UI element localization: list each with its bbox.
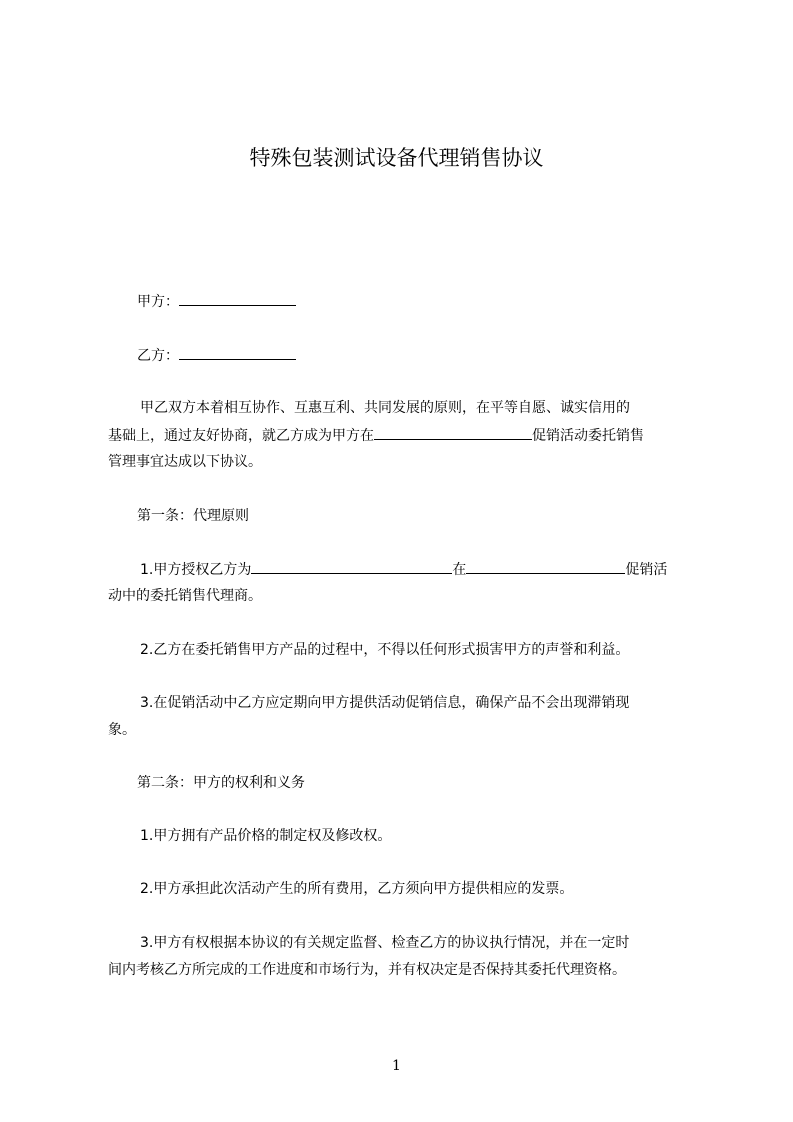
article1-item1-text-c: 促销活 bbox=[625, 562, 668, 578]
party-a-blank bbox=[179, 291, 296, 306]
intro-line-1: 甲乙双方本着相互协作、互惠互利、共同发展的原则，在平等自愿、诚实信用的 bbox=[140, 400, 630, 416]
article1-item2: 2.乙方在委托销售甲方产品的过程中，不得以任何形式损害甲方的声誉和利益。 bbox=[140, 642, 630, 658]
agent-blank bbox=[251, 559, 452, 574]
document-title: 特殊包装测试设备代理销售协议 bbox=[249, 146, 544, 170]
article2-item3-line2: 间内考核乙方所完成的工作进度和市场行为，并有权决定是否保持其委托代理资格。 bbox=[108, 962, 626, 978]
article1-item1-line2: 动中的委托销售代理商。 bbox=[108, 588, 262, 604]
article1-item1-text-b: 在 bbox=[452, 562, 467, 578]
party-b-line bbox=[137, 345, 296, 366]
article2-heading: 第二条：甲方的权利和义务 bbox=[137, 775, 305, 791]
article2-item1: 1.甲方拥有产品价格的制定权及修改权。 bbox=[140, 828, 392, 844]
article1-item1-text-a: 1.甲方授权乙方为 bbox=[140, 562, 252, 578]
article1-item3-line1: 3.在促销活动中乙方应定期向甲方提供活动促销信息，确保产品不会出现滞销现 bbox=[140, 695, 630, 711]
page-number: 1 bbox=[392, 1058, 401, 1074]
party-b-label: 乙方： bbox=[137, 348, 179, 364]
location-blank bbox=[466, 559, 625, 574]
intro-line-2 bbox=[108, 425, 644, 446]
intro-line-2-text-b: 促销活动委托销售 bbox=[532, 428, 644, 444]
party-b-blank bbox=[179, 345, 296, 360]
article2-item3-line1: 3.甲方有权根据本协议的有关规定监督、检查乙方的协议执行情况，并在一定时 bbox=[140, 935, 630, 951]
party-a-line bbox=[137, 291, 296, 312]
article1-item1-line1 bbox=[140, 559, 667, 580]
party-a-label: 甲方： bbox=[137, 294, 179, 310]
article1-heading: 第一条：代理原则 bbox=[137, 508, 249, 524]
promotion-blank bbox=[374, 425, 532, 440]
article2-item2: 2.甲方承担此次活动产生的所有费用，乙方须向甲方提供相应的发票。 bbox=[140, 881, 574, 897]
article1-item3-line2: 象。 bbox=[108, 722, 136, 738]
intro-line-3: 管理事宜达成以下协议。 bbox=[108, 454, 262, 470]
intro-line-2-text-a: 基础上，通过友好协商，就乙方成为甲方在 bbox=[108, 428, 374, 444]
